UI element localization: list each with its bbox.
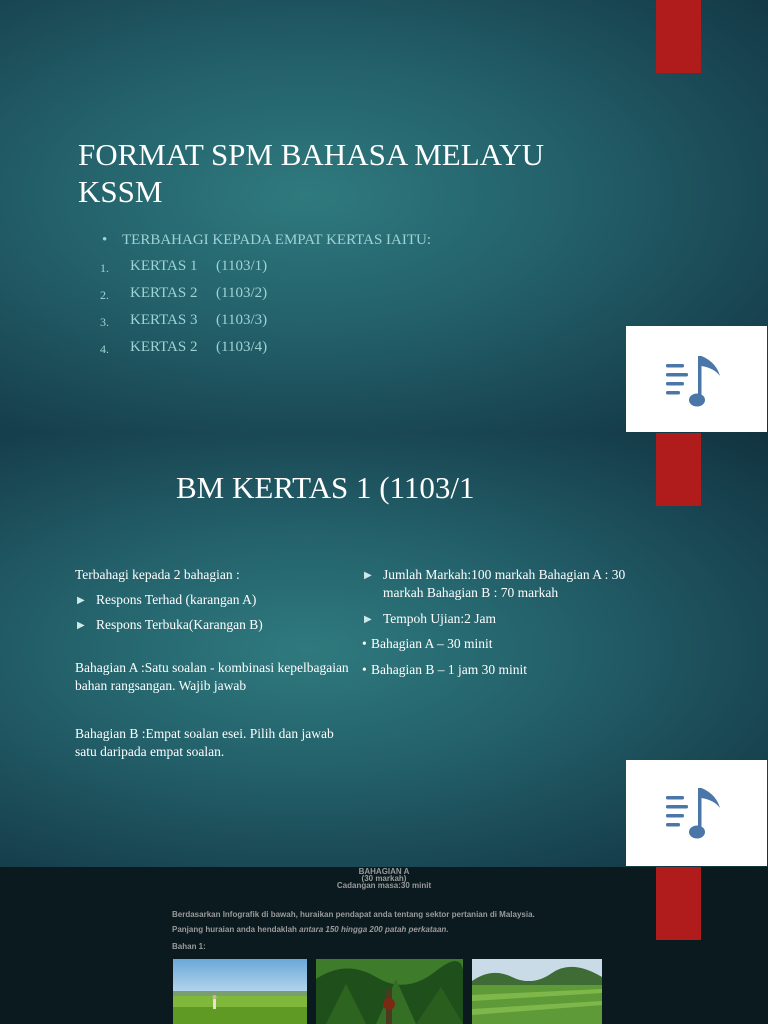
slide-3 (0, 867, 768, 1024)
rice-field-photo (173, 959, 307, 1024)
audio-card[interactable] (626, 760, 767, 866)
red-side-bar (656, 0, 701, 73)
question-text: Berdasarkan Infografik di bawah, huraikan pendapat anda tentang sektor pertanian di Malaysia. (172, 910, 535, 919)
list-item: ▶ Jumlah Markah:100 markah Bahagian A : 30 markah Bahagian B : 70 markah (362, 566, 642, 602)
red-side-bar (656, 867, 701, 940)
length-instruction: Panjang huraian anda hendaklah antara 150 hingga 200 patah perkataan. (172, 925, 449, 934)
bahagian-b-text: Bahagian B :Empat soalan esei. Pilih dan jawab satu daripada empat soalan. (75, 726, 334, 759)
vegetable-farm-photo (472, 959, 602, 1024)
slide-2-left-column (75, 566, 355, 761)
slide-2-title: BM KERTAS 1 (1103/1 (176, 470, 475, 505)
list-item: • Bahagian A – 30 minit (362, 635, 642, 653)
audio-list-music-icon (626, 326, 767, 432)
bahan-label: Bahan 1: (172, 942, 206, 951)
time-heading: Cadangan masa:30 minit (336, 881, 432, 890)
red-side-bar (656, 433, 701, 506)
list-item: ▶ Respons Terbuka(Karangan B) (75, 616, 355, 634)
slide-3-content (0, 867, 768, 1024)
bahagian-a-text: Bahagian A :Satu soalan - kombinasi kepelbagaian bahan rangsangan. Wajib jawab (75, 660, 349, 693)
slide-1-bullet-text: TERBAHAGI KEPADA EMPAT KERTAS IAITU: (122, 232, 432, 248)
slide-1-title: FORMAT SPM BAHASA MELAYU KSSM (78, 137, 544, 209)
slide-1: FORMAT SPM BAHASA MELAYU KSSM • TERBAHAGI KEPADA EMPAT KERTAS IAITU: 1. KERTAS 1 (1103/1) 2. KERTAS 2 (1103/2) 3. KERTAS 3 (1103/3) 4. KERTAS 2 (1103/4) (0, 0, 768, 433)
section-heading: BAHAGIAN A (358, 867, 410, 876)
audio-list-music-icon (626, 760, 767, 866)
list-item: ▶ Tempoh Ujian:2 Jam (362, 610, 642, 628)
palm-oil-photo (316, 959, 463, 1024)
marks-heading: (30 markah) (361, 874, 407, 883)
list-item: • Bahagian B – 1 jam 30 minit (362, 661, 642, 679)
slide-2-right-column (362, 566, 642, 679)
list-item: ▶ Respons Terhad (karangan A) (75, 591, 355, 609)
intro-text: Terbahagi kepada 2 bahagian : (75, 567, 240, 582)
audio-card[interactable] (626, 326, 767, 432)
